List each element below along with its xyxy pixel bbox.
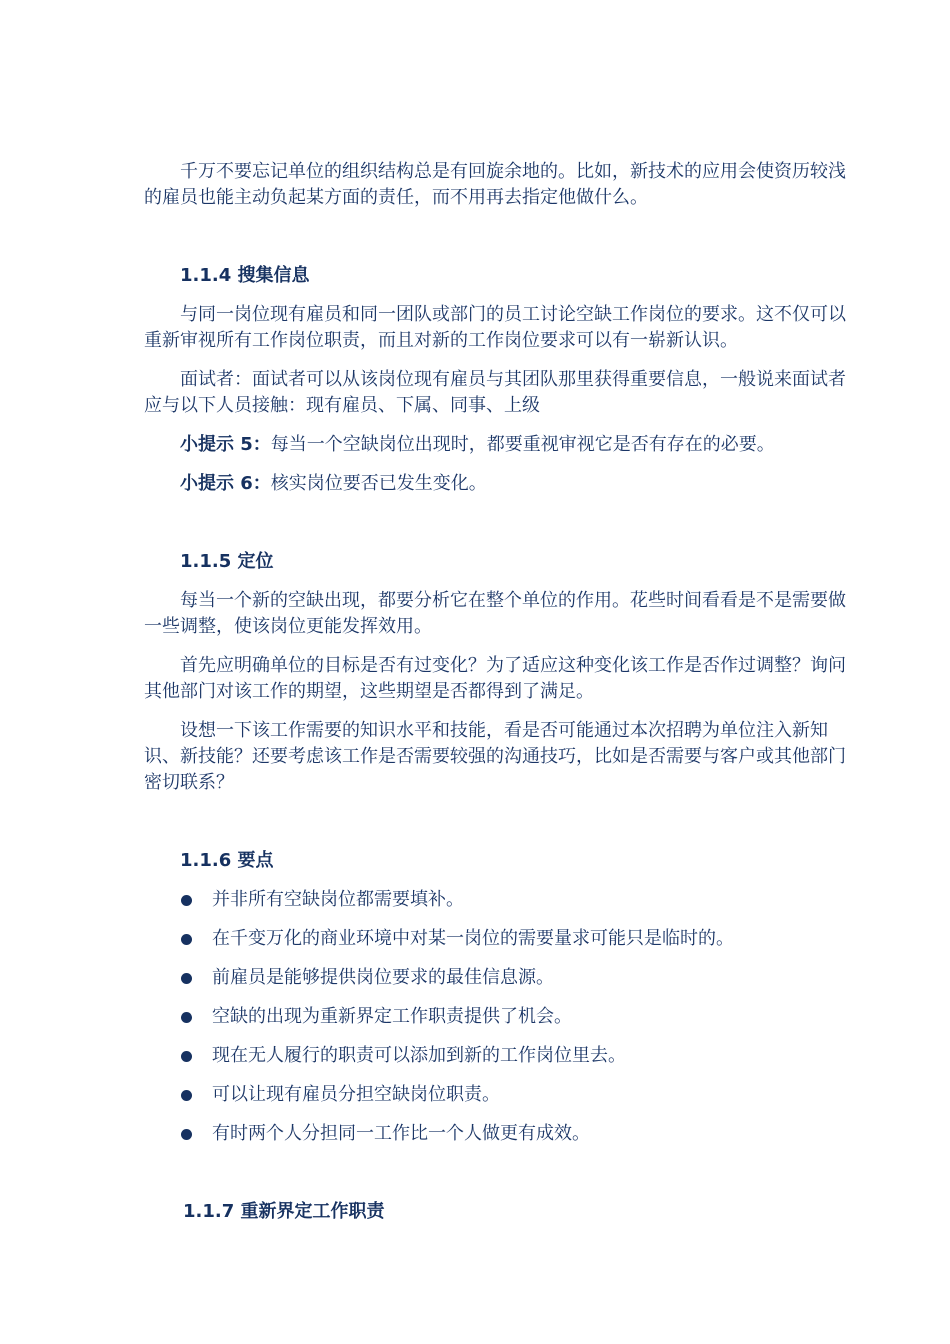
bullet-dot-icon [181,1051,192,1062]
bullet-text: 有时两个人分担同一工作比一个人做更有成效。 [212,1123,590,1144]
bullet-dot-icon [181,895,192,906]
bullet-dot-icon [181,973,192,984]
section-heading-1-1-7: 1.1.7 重新界定工作职责 [183,1201,385,1222]
bullet-text: 可以让现有雇员分担空缺岗位职责。 [212,1084,500,1105]
paragraph-positioning-2: 首先应明确单位的目标是否有过变化？为了适应这种变化该工作是否作过调整？询问其他部门对该工作的期望，这些期望是否都得到了满足。 [144,655,846,702]
bullet-dot-icon [181,934,192,945]
bullet-dot-icon [181,1129,192,1140]
bullet-list-item [180,1043,626,1069]
bullet-text: 空缺的出现为重新界定工作职责提供了机会。 [212,1006,572,1027]
bullet-text: 并非所有空缺岗位都需要填补。 [212,889,464,910]
section-heading-1-1-5: 1.1.5 定位 [180,551,274,572]
bullet-list-item [180,965,554,991]
section-heading-1-1-4: 1.1.4 搜集信息 [180,265,310,286]
bullet-list-item [180,926,734,952]
bullet-text: 在千变万化的商业环境中对某一岗位的需要量求可能只是临时的。 [212,928,734,949]
tip-5-text: 每当一个空缺岗位出现时，都要重视审视它是否有存在的必要。 [270,434,775,455]
tip-6-label: 小提示 6： [180,473,271,494]
tip-6-text: 核实岗位要否已发生变化。 [270,473,487,494]
tip-5-label: 小提示 5： [180,434,271,455]
intro-paragraph: 千万不要忘记单位的组织结构总是有回旋余地的。比如，新技术的应用会使资历较浅的雇员也能主动负起某方面的责任，而不用再去指定他做什么。 [144,161,846,208]
bullet-list-item [180,1082,500,1108]
section-heading-1-1-6: 1.1.6 要点 [180,850,274,871]
tip-5 [180,432,775,458]
bullet-list-item [180,1121,590,1147]
bullet-dot-icon [181,1012,192,1023]
bullet-text: 现在无人履行的职责可以添加到新的工作岗位里去。 [212,1045,626,1066]
paragraph-positioning-3: 设想一下该工作需要的知识水平和技能，看是否可能通过本次招聘为单位注入新知识、新技能？还要考虑该工作是否需要较强的沟通技巧，比如是否需要与客户或其他部门密切联系？ [144,720,846,793]
paragraph-positioning-1: 每当一个新的空缺出现，都要分析它在整个单位的作用。花些时间看看是不是需要做一些调整，使该岗位更能发挥效用。 [144,590,846,637]
tip-6 [180,471,487,497]
bullet-list-item [180,887,464,913]
paragraph-interviewer: 面试者：面试者可以从该岗位现有雇员与其团队那里获得重要信息，一般说来面试者应与以下人员接触：现有雇员、下属、同事、上级 [144,369,846,416]
bullet-text: 前雇员是能够提供岗位要求的最佳信息源。 [212,967,554,988]
bullet-dot-icon [181,1090,192,1101]
paragraph-gather-info: 与同一岗位现有雇员和同一团队或部门的员工讨论空缺工作岗位的要求。这不仅可以重新审视所有工作岗位职责，而且对新的工作岗位要求可以有一崭新认识。 [144,304,846,351]
bullet-list-item [180,1004,572,1030]
